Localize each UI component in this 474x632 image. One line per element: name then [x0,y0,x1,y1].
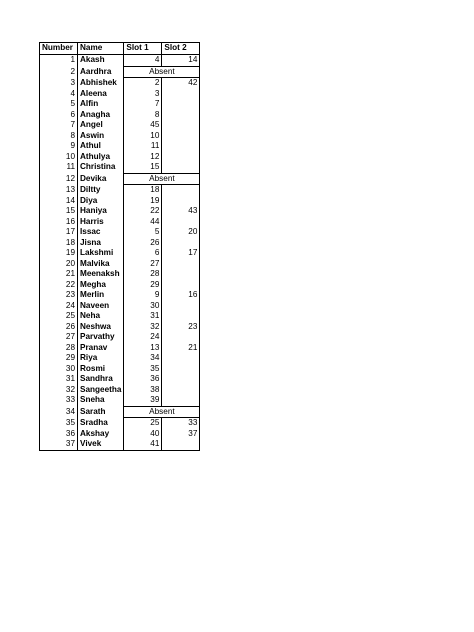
cell-number: 1 [40,55,78,67]
cell-name: Meenaksh [78,269,124,280]
cell-slot-2 [162,301,200,312]
cell-slot-1: 28 [124,269,162,280]
cell-slot-2 [162,353,200,364]
cell-slot-2: 42 [162,78,200,89]
cell-number: 11 [40,162,78,173]
cell-slot-1: 22 [124,206,162,217]
table-row [40,374,200,385]
cell-number: 27 [40,332,78,343]
cell-slot-1: 9 [124,290,162,301]
cell-slot-1: 26 [124,238,162,249]
cell-name: Megha [78,280,124,291]
table-row [40,248,200,259]
cell-slot-1: 2 [124,78,162,89]
table-row [40,206,200,217]
cell-slot-1: 45 [124,120,162,131]
cell-number: 33 [40,395,78,406]
cell-name: Devika [78,173,124,185]
cell-absent: Absent [124,66,200,78]
table-row [40,89,200,100]
cell-number: 15 [40,206,78,217]
header-slot-2: Slot 2 [162,43,200,55]
cell-slot-2 [162,332,200,343]
cell-number: 18 [40,238,78,249]
cell-slot-2 [162,364,200,375]
cell-number: 23 [40,290,78,301]
cell-name: Malvika [78,259,124,270]
cell-name: Aleena [78,89,124,100]
table-row [40,406,200,418]
cell-name: Naveen [78,301,124,312]
cell-slot-2: 43 [162,206,200,217]
cell-slot-1: 11 [124,141,162,152]
cell-slot-2 [162,269,200,280]
table-row [40,173,200,185]
cell-number: 26 [40,322,78,333]
table-row [40,141,200,152]
cell-name: Athul [78,141,124,152]
cell-name: Aardhra [78,66,124,78]
table-row [40,78,200,89]
table-row [40,322,200,333]
cell-slot-2: 23 [162,322,200,333]
table-row [40,364,200,375]
cell-name: Haniya [78,206,124,217]
cell-name: Angel [78,120,124,131]
cell-slot-2: 37 [162,429,200,440]
cell-name: Issac [78,227,124,238]
table-row [40,185,200,196]
cell-number: 28 [40,343,78,354]
cell-name: Neha [78,311,124,322]
cell-slot-1: 31 [124,311,162,322]
cell-slot-2: 21 [162,343,200,354]
cell-slot-1: 6 [124,248,162,259]
cell-slot-2 [162,196,200,207]
cell-slot-2 [162,280,200,291]
cell-slot-2 [162,152,200,163]
table-row [40,385,200,396]
cell-number: 10 [40,152,78,163]
cell-name: Sangeetha [78,385,124,396]
header-name: Name [78,43,124,55]
cell-number: 7 [40,120,78,131]
table-row [40,120,200,131]
cell-number: 14 [40,196,78,207]
cell-slot-1: 4 [124,55,162,67]
table-row [40,238,200,249]
cell-name: Abhishek [78,78,124,89]
cell-slot-2 [162,311,200,322]
cell-number: 32 [40,385,78,396]
table-row [40,343,200,354]
cell-number: 13 [40,185,78,196]
cell-name: Christina [78,162,124,173]
table-row [40,301,200,312]
cell-number: 8 [40,131,78,142]
cell-slot-1: 7 [124,99,162,110]
table-row [40,353,200,364]
cell-number: 19 [40,248,78,259]
table-row [40,311,200,322]
cell-slot-2: 20 [162,227,200,238]
cell-name: Sarath [78,406,124,418]
cell-slot-2: 17 [162,248,200,259]
attendance-sheet [39,42,200,451]
cell-slot-1: 18 [124,185,162,196]
cell-slot-1: 36 [124,374,162,385]
table-row [40,131,200,142]
table-row [40,418,200,429]
cell-slot-2 [162,120,200,131]
cell-name: Harris [78,217,124,228]
cell-slot-2 [162,131,200,142]
cell-number: 34 [40,406,78,418]
cell-name: Vivek [78,439,124,450]
cell-number: 6 [40,110,78,121]
cell-slot-1: 34 [124,353,162,364]
table-row [40,162,200,173]
cell-name: Pranav [78,343,124,354]
cell-number: 9 [40,141,78,152]
cell-slot-1: 40 [124,429,162,440]
cell-slot-2 [162,385,200,396]
cell-name: Alfin [78,99,124,110]
cell-name: Parvathy [78,332,124,343]
cell-slot-2 [162,110,200,121]
cell-slot-1: 27 [124,259,162,270]
cell-name: Sradha [78,418,124,429]
cell-name: Akash [78,55,124,67]
table-row [40,110,200,121]
cell-slot-1: 32 [124,322,162,333]
cell-slot-2 [162,185,200,196]
cell-number: 17 [40,227,78,238]
table-row [40,332,200,343]
cell-name: Jisna [78,238,124,249]
cell-slot-1: 44 [124,217,162,228]
cell-slot-2 [162,162,200,173]
cell-number: 35 [40,418,78,429]
cell-slot-2 [162,439,200,450]
table-row [40,217,200,228]
header-slot-1: Slot 1 [124,43,162,55]
table-row [40,99,200,110]
table-row [40,227,200,238]
cell-slot-2: 16 [162,290,200,301]
cell-name: Lakshmi [78,248,124,259]
cell-name: Diltty [78,185,124,196]
cell-number: 20 [40,259,78,270]
cell-slot-1: 15 [124,162,162,173]
cell-number: 36 [40,429,78,440]
cell-slot-1: 35 [124,364,162,375]
cell-slot-2: 14 [162,55,200,67]
cell-slot-2 [162,89,200,100]
cell-number: 3 [40,78,78,89]
cell-name: Athulya [78,152,124,163]
cell-number: 25 [40,311,78,322]
cell-slot-1: 30 [124,301,162,312]
cell-name: Aswin [78,131,124,142]
header-number: Number [40,43,78,55]
cell-slot-2 [162,395,200,406]
cell-slot-2: 33 [162,418,200,429]
cell-slot-1: 29 [124,280,162,291]
cell-name: Anagha [78,110,124,121]
cell-slot-1: 8 [124,110,162,121]
cell-number: 16 [40,217,78,228]
cell-number: 24 [40,301,78,312]
cell-slot-1: 13 [124,343,162,354]
cell-slot-1: 24 [124,332,162,343]
cell-slot-1: 39 [124,395,162,406]
cell-name: Merlin [78,290,124,301]
table-body [40,55,200,451]
cell-number: 5 [40,99,78,110]
table-row [40,429,200,440]
cell-number: 4 [40,89,78,100]
cell-slot-1: 38 [124,385,162,396]
table-row [40,196,200,207]
cell-slot-2 [162,374,200,385]
cell-slot-1: 41 [124,439,162,450]
cell-slot-2 [162,99,200,110]
cell-slot-2 [162,217,200,228]
table-row [40,66,200,78]
cell-number: 2 [40,66,78,78]
cell-absent: Absent [124,173,200,185]
table-row [40,290,200,301]
cell-slot-1: 12 [124,152,162,163]
table-row [40,55,200,67]
cell-number: 21 [40,269,78,280]
table-row [40,280,200,291]
cell-name: Riya [78,353,124,364]
cell-slot-2 [162,238,200,249]
cell-slot-2 [162,259,200,270]
cell-number: 12 [40,173,78,185]
cell-name: Sneha [78,395,124,406]
table-row [40,152,200,163]
cell-slot-1: 10 [124,131,162,142]
cell-number: 31 [40,374,78,385]
table-row [40,395,200,406]
cell-name: Diya [78,196,124,207]
cell-number: 29 [40,353,78,364]
cell-number: 30 [40,364,78,375]
cell-name: Rosmi [78,364,124,375]
table-header [40,43,200,55]
cell-slot-2 [162,141,200,152]
cell-name: Sandhra [78,374,124,385]
table-row [40,259,200,270]
table-row [40,439,200,450]
cell-slot-1: 25 [124,418,162,429]
cell-number: 37 [40,439,78,450]
cell-slot-1: 19 [124,196,162,207]
cell-name: Akshay [78,429,124,440]
cell-slot-1: 3 [124,89,162,100]
table-row [40,269,200,280]
cell-absent: Absent [124,406,200,418]
cell-name: Neshwa [78,322,124,333]
cell-number: 22 [40,280,78,291]
cell-slot-1: 5 [124,227,162,238]
header-row [40,43,200,55]
